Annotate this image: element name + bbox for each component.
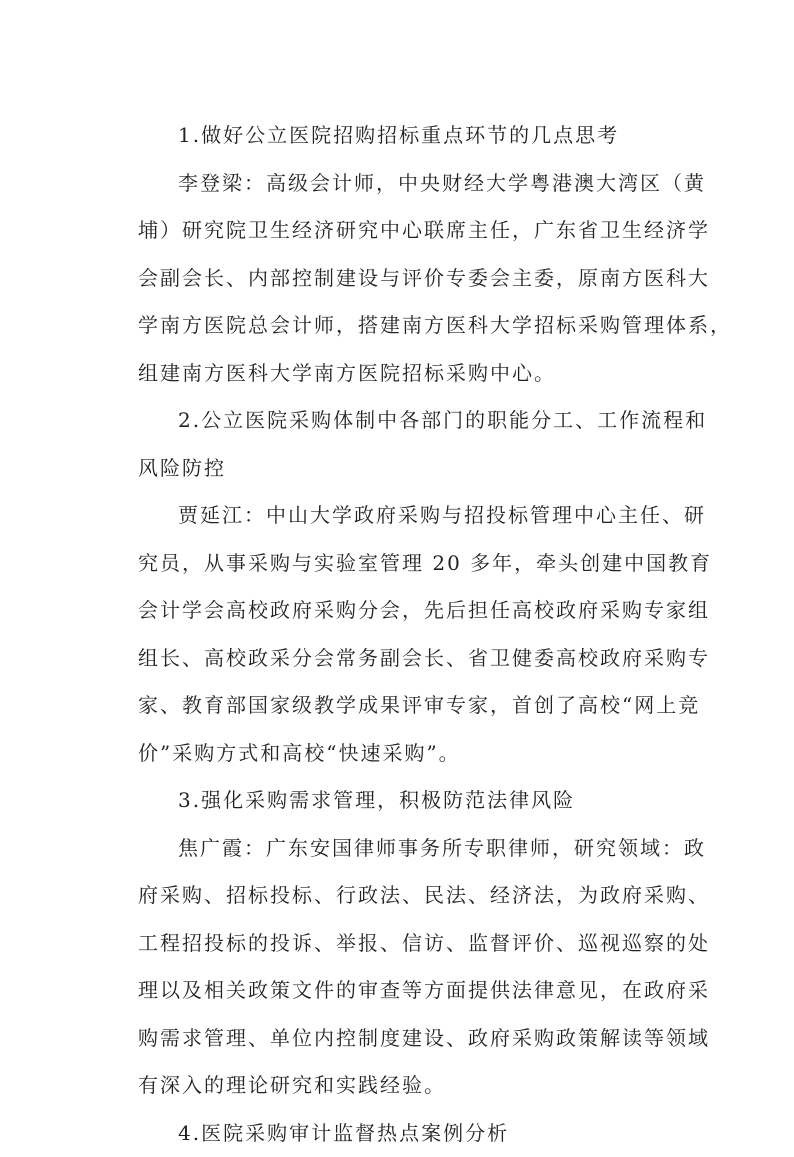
speaker-1-bio: 会副会长、内部控制建设与评价专委会主委，原南方医科大 xyxy=(138,255,678,303)
speaker-3-bio: 工程招投标的投诉、举报、信访、监督评价、巡视巡察的处 xyxy=(138,920,678,968)
speaker-2-bio: 会计学会高校政府采购分会，先后担任高校政府采购专家组 xyxy=(138,587,678,635)
speaker-3-bio: 焦广霞：广东安国律师事务所专职律师，研究领域：政 xyxy=(138,825,678,873)
speaker-3-bio: 理以及相关政策文件的审查等方面提供法律意见，在政府采 xyxy=(138,967,678,1015)
speaker-3-bio: 府采购、招标投标、行政法、民法、经济法，为政府采购、 xyxy=(138,872,678,920)
speaker-2-bio: 组长、高校政采分会常务副会长、省卫健委高校政府采购专 xyxy=(138,635,678,683)
speaker-2-bio: 贾延江：中山大学政府采购与招投标管理中心主任、研 xyxy=(138,492,678,540)
topic-4-title: 4.医院采购审计监督热点案例分析 xyxy=(138,1110,678,1157)
speaker-1-bio: 埔）研究院卫生经济研究中心联席主任，广东省卫生经济学 xyxy=(138,207,678,255)
speaker-2-bio: 价”采购方式和高校“快速采购”。 xyxy=(138,730,678,778)
speaker-3-bio: 购需求管理、单位内控制度建设、政府采购政策解读等领域 xyxy=(138,1015,678,1063)
topic-3-title: 3.强化采购需求管理，积极防范法律风险 xyxy=(138,777,678,825)
speaker-2-bio: 家、教育部国家级教学成果评审专家，首创了高校“网上竞 xyxy=(138,682,678,730)
topic-1-title: 1.做好公立医院招购招标重点环节的几点思考 xyxy=(138,112,678,160)
topic-2-title: 风险防控 xyxy=(138,445,678,493)
speaker-2-bio: 究员，从事采购与实验室管理 20 多年，牵头创建中国教育 xyxy=(138,540,678,588)
speaker-1-bio: 学南方医院总会计师，搭建南方医科大学招标采购管理体系， xyxy=(138,302,678,350)
topic-2-title: 2.公立医院采购体制中各部门的职能分工、工作流程和 xyxy=(138,397,678,445)
document-body xyxy=(138,112,678,1157)
speaker-3-bio: 有深入的理论研究和实践经验。 xyxy=(138,1062,678,1110)
speaker-1-bio: 组建南方医科大学南方医院招标采购中心。 xyxy=(138,350,678,398)
speaker-1-bio: 李登梁：高级会计师，中央财经大学粤港澳大湾区（黄 xyxy=(138,160,678,208)
